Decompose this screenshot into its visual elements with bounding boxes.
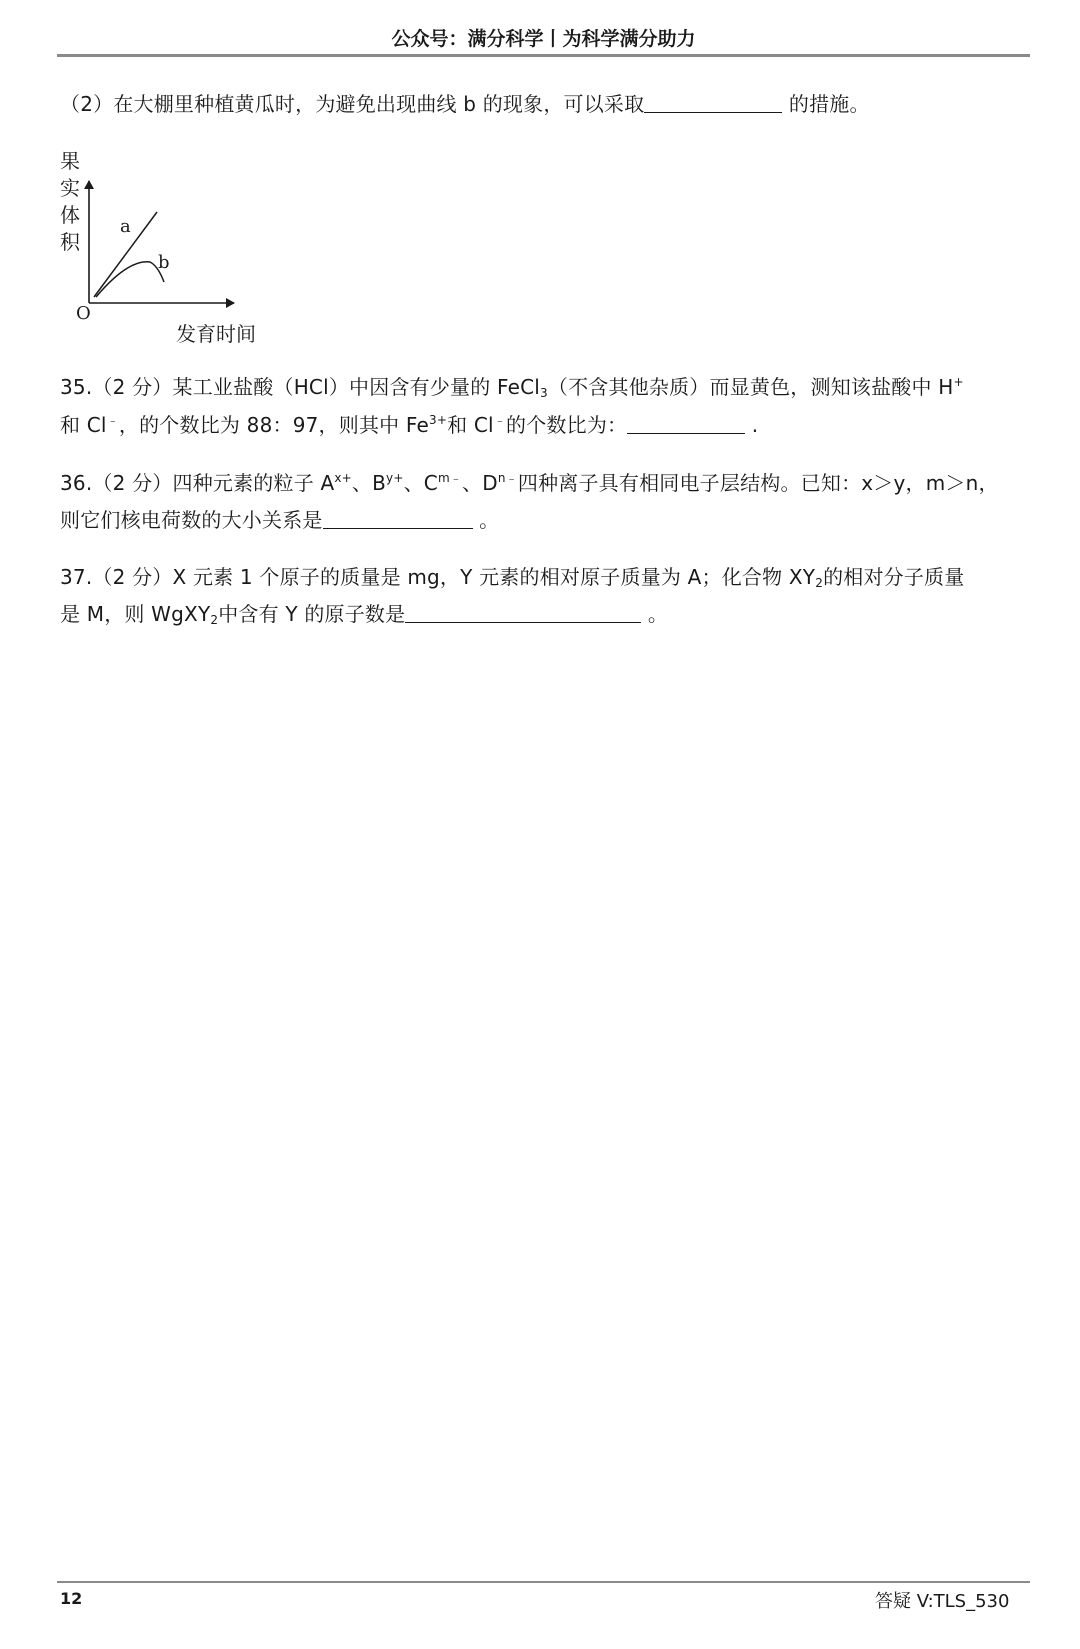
q37-text: 中含有 Y 的原子数是 xyxy=(218,602,406,626)
origin-label: O xyxy=(76,303,91,324)
q37-subscript: 2 xyxy=(815,576,824,590)
q36-text: 、B xyxy=(351,471,387,495)
q37-subscript: 2 xyxy=(210,613,219,627)
q36-superscript: m﹣ xyxy=(437,471,463,485)
q34-answer-blank[interactable] xyxy=(644,90,782,113)
page-header: 公众号：满分科学丨为科学满分助力 xyxy=(391,28,696,50)
q36-text: 则它们核电荷数的大小关系是 xyxy=(60,508,323,532)
q36-text: 四种离子具有相同电子层结构。已知：x＞y，m＞n， xyxy=(517,471,999,495)
q36-answer-blank[interactable] xyxy=(323,506,473,529)
q36-text: 、D xyxy=(462,471,498,495)
y-axis-label-char: 积 xyxy=(60,230,80,254)
curve-a-label: a xyxy=(120,216,131,237)
q37-text: 37.（2 分）X 元素 1 个原子的质量是 mg，Y 元素的相对原子质量为 A；化合物 XY xyxy=(60,565,816,589)
q36-text: 。 xyxy=(472,508,500,532)
y-axis-label-char: 实 xyxy=(60,176,80,200)
q35-superscript: 3+ xyxy=(429,413,448,427)
q34-part2-tail: 的措施。 xyxy=(782,92,870,116)
footer-contact: 答疑 V:TLS_530 xyxy=(875,1591,1010,1612)
q35-text: 35.（2 分）某工业盐酸（HCl）中因含有少量的 FeCl xyxy=(60,375,541,399)
q35-superscript: ﹣ xyxy=(106,413,119,427)
q35-text: 的个数比为： xyxy=(506,413,628,437)
curve-b-label: b xyxy=(158,252,170,273)
q37-text: 。 xyxy=(641,602,669,626)
q35-answer-blank[interactable] xyxy=(627,411,745,434)
q36-line1 xyxy=(60,467,999,499)
y-axis-label-char: 体 xyxy=(60,203,80,227)
q34-part2 xyxy=(60,88,870,120)
q35-line2 xyxy=(60,409,758,441)
q36-superscript: n﹣ xyxy=(497,471,518,485)
x-axis-label: 发育时间 xyxy=(176,322,256,346)
q37-line2 xyxy=(60,598,668,630)
q37-line1 xyxy=(60,561,964,593)
q35-text: ，的个数比为 88：97，则其中 Fe xyxy=(118,413,430,437)
q35-line1 xyxy=(60,371,964,403)
q37-text: 是 M，则 WgXY xyxy=(60,602,211,626)
q35-text: 和 Cl xyxy=(60,413,107,437)
fruit-volume-figure xyxy=(58,148,268,348)
q37-text: 的相对分子质量 xyxy=(823,565,965,589)
y-axis-label-char: 果 xyxy=(60,149,80,173)
q36-text: 36.（2 分）四种元素的粒子 A xyxy=(60,471,335,495)
q35-text: . xyxy=(745,413,759,437)
q35-superscript: ﹣ xyxy=(493,413,507,427)
q35-text: （不含其他杂质）而显黄色，测知该盐酸中 H xyxy=(547,375,954,399)
q35-superscript: + xyxy=(953,375,964,389)
y-axis-label xyxy=(60,148,82,256)
header-divider xyxy=(57,54,1030,57)
q36-text: 、C xyxy=(403,471,438,495)
page-number: 12 xyxy=(60,1589,83,1608)
q35-text: 和 Cl xyxy=(447,413,494,437)
q35-subscript: 3 xyxy=(540,386,548,400)
q36-superscript: x+ xyxy=(334,471,352,485)
q37-answer-blank[interactable] xyxy=(405,600,641,623)
q34-part2-text: （2）在大棚里种植黄瓜时，为避免出现曲线 b 的现象，可以采取 xyxy=(60,92,645,116)
q36-line2 xyxy=(60,504,499,536)
q36-superscript: y+ xyxy=(386,471,404,485)
footer-divider xyxy=(57,1581,1030,1583)
